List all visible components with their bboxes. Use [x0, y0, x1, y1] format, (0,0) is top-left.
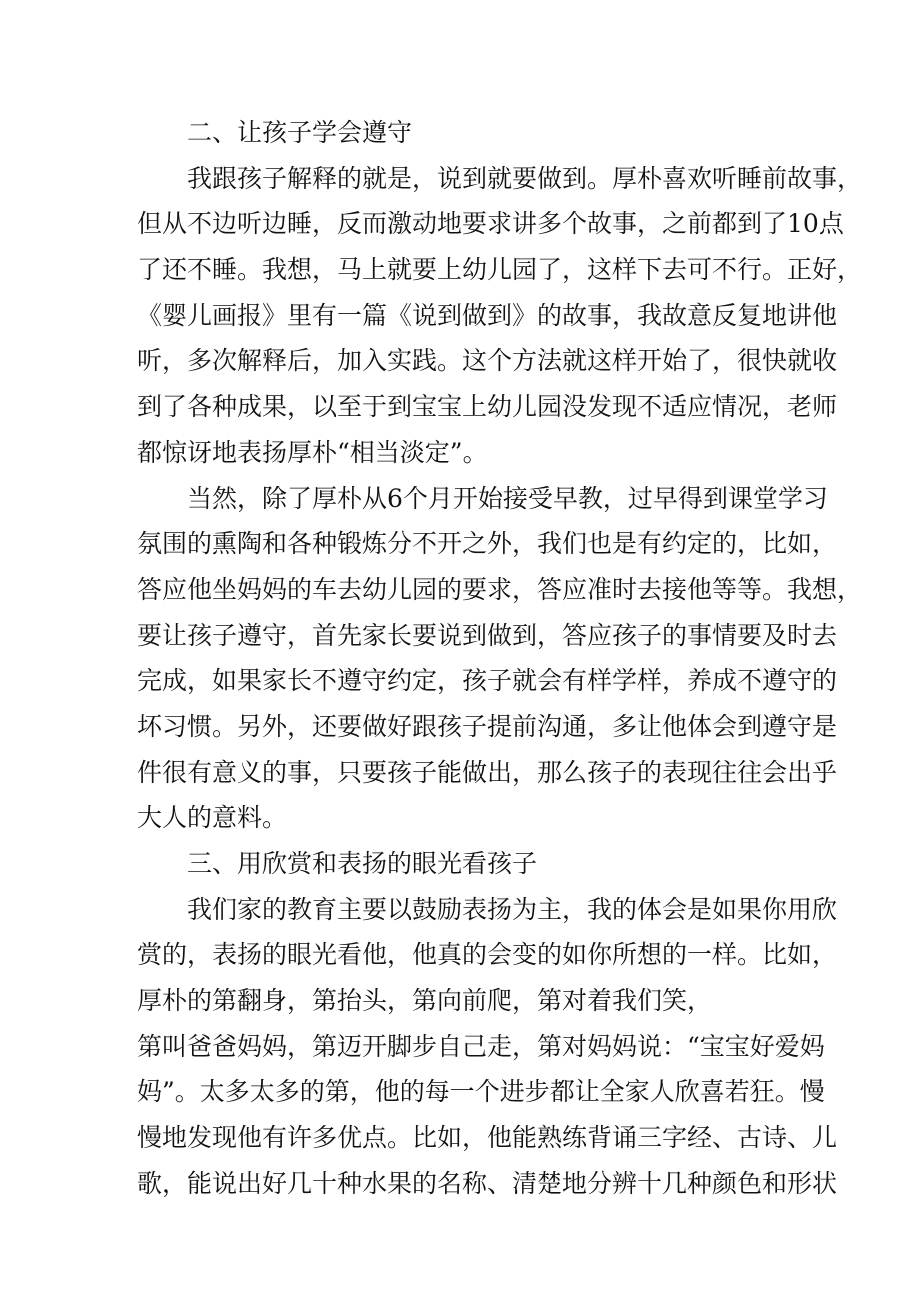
paragraph-1-line-7: 都惊讶地表扬厚朴“相当淡定”。	[137, 437, 488, 467]
paragraph-2-line-1: 当然，除了厚朴从6个月开始接受早教，过早得到课堂学习	[187, 483, 828, 513]
paragraph-3-line-4: 第叫爸爸妈妈，第迈开脚步自己走，第对妈妈说：“宝宝好爱妈	[137, 1031, 825, 1061]
paragraph-2-line-2: 氛围的熏陶和各种锻炼分不开之外，我们也是有约定的，比如，	[137, 529, 838, 559]
paragraph-2-line-4: 要让孩子遵守，首先家长要说到做到，答应孩子的事情要及时去	[137, 620, 838, 650]
paragraph-2-line-7: 件很有意义的事，只要孩子能做出，那么孩子的表现往往会出乎	[137, 757, 838, 787]
document-body	[137, 110, 863, 1207]
paragraph-3-line-3: 厚朴的第翻身，第抬头，第向前爬，第对着我们笑，	[137, 986, 713, 1016]
paragraph-3-line-1: 我们家的教育主要以鼓励表扬为主，我的体会是如果你用欣	[187, 894, 838, 924]
paragraph-2-line-6: 坏习惯。另外，还要做好跟孩子提前沟通，多让他体会到遵守是	[137, 711, 838, 741]
paragraph-1-line-6: 到了各种成果，以至于到宝宝上幼儿园没发现不适应情况，老师	[137, 392, 838, 422]
paragraph-2-line-3: 答应他坐妈妈的车去幼儿园的要求，答应准时去接他等等。我想，	[137, 574, 863, 604]
paragraph-1-line-1: 我跟孩子解释的就是，说到就要做到。厚朴喜欢听睡前故事，	[187, 163, 863, 193]
paragraph-1-line-5: 听，多次解释后，加入实践。这个方法就这样开始了，很快就收	[137, 346, 838, 376]
paragraph-3-line-6: 慢地发现他有许多优点。比如，他能熟练背诵三字经、古诗、儿	[137, 1123, 838, 1153]
paragraph-3-line-5: 妈”。太多太多的第，他的每一个进步都让全家人欣喜若狂。慢	[137, 1077, 825, 1107]
paragraph-3-line-2: 赏的，表扬的眼光看他，他真的会变的如你所想的一样。比如，	[137, 940, 838, 970]
paragraph-1-line-2: 但从不边听边睡，反而激动地要求讲多个故事，之前都到了10点	[137, 209, 844, 239]
paragraph-2-line-8: 大人的意料。	[137, 803, 288, 833]
section-heading-3: 三、用欣赏和表扬的眼光看孩子	[187, 849, 538, 878]
section-heading-2: 二、让孩子学会遵守	[187, 118, 413, 147]
paragraph-2-line-5: 完成，如果家长不遵守约定，孩子就会有样学样，养成不遵守的	[137, 666, 838, 696]
paragraph-3-line-7: 歌，能说出好几十种水果的名称、清楚地分辨十几种颜色和形状	[137, 1168, 838, 1198]
paragraph-1-line-4: 《婴儿画报》里有一篇《说到做到》的故事，我故意反复地讲他	[137, 300, 838, 330]
paragraph-1-line-3: 了还不睡。我想，马上就要上幼儿园了，这样下去可不行。正好，	[137, 255, 863, 285]
